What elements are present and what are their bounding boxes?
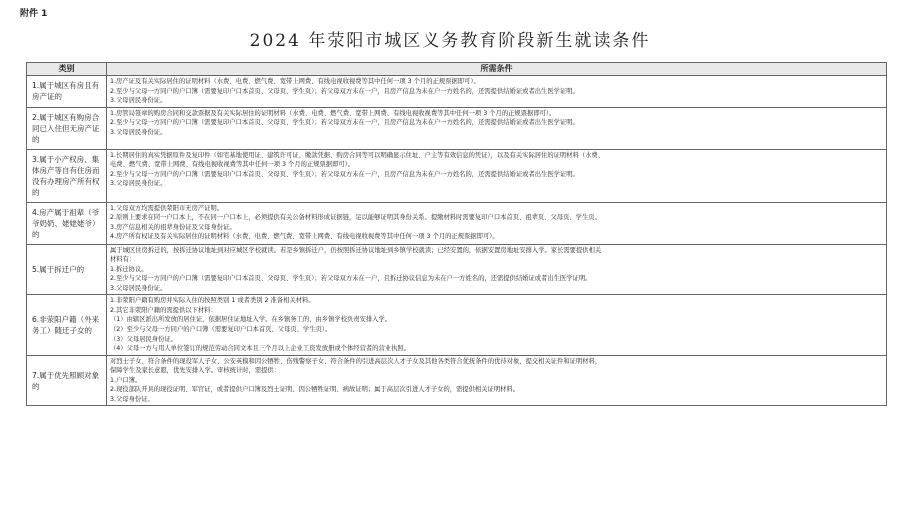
table-row: [27, 355, 887, 406]
category-text: 2.属于城区有购房合同已入住但无房产证的: [32, 112, 100, 144]
condition-line: 3.父母居民身份证。: [110, 128, 167, 136]
category-text: 4.房产属于祖辈（爷爷奶奶、姥姥姥爷）的: [32, 207, 100, 239]
condition-line: 1.户口簿。: [110, 376, 142, 384]
conditions-cell: [107, 107, 887, 149]
condition-line: 3.父母居民身份证。: [110, 284, 167, 292]
category-cell: [27, 149, 107, 202]
condition-line: 3.父母居民身份证。: [110, 180, 167, 188]
document-title: 2024 年荥阳市城区义务教育阶段新生就读条件: [249, 31, 651, 51]
conditions-cell: [107, 76, 887, 108]
condition-line: （2）至少与父母一方同户的户口簿（需要复印户口本首页、父母页、学生页）。: [110, 326, 332, 334]
condition-line: （4）父母一方与用人单位签订的规范劳动合同文本且三个月以上企业工资发放册或个体经营者的营业执照。: [110, 345, 410, 353]
table-row: [27, 76, 887, 108]
condition-line: 3.父母身份证。: [110, 395, 154, 403]
condition-line: 保障学生及家长意愿，优先安排入学。审核统计时，需提供：: [110, 367, 281, 375]
conditions-cell: [107, 149, 887, 202]
category-text: 7.属于优先照顾对象的: [32, 370, 100, 391]
table-body: [27, 76, 887, 406]
condition-line: 2.至少与父母一方同户的户口簿（需要复印户口本首页、父母页、学生页）；若父母双方未在一户，且房产信息为未在户一方姓名的，还需提供结婚证或者出生医学证明。: [110, 170, 579, 178]
category-cell: [27, 76, 107, 108]
attachment-label: 附件 1: [20, 9, 48, 19]
condition-line: 3.父母居民身份证。: [110, 97, 167, 105]
conditions-cell: [107, 202, 887, 244]
condition-line: 属于城区住房拆迁的，按拆迁协议地址到对应城区学校就读。若是乡镇拆迁户，仍按照拆迁协议地址到乡镇学校就读；已经安置的，依据安置房地址安排入学。家长需要提供相关: [110, 246, 602, 254]
header-category: 类别: [27, 63, 107, 76]
condition-line: （1）由辖区派出所发放的居住证，依据居住证地址入学。在乡镇务工的，由乡镇学校负责安排入学。: [110, 316, 392, 324]
table-row: [27, 149, 887, 202]
category-text: 5.属于拆迁户的: [32, 265, 85, 274]
condition-line: 材料有：: [110, 256, 136, 264]
category-cell: [27, 295, 107, 355]
condition-line: 2.至少与父母一方同户的户口簿（需要复印户口本首页、父母页、学生页）；若父母双方未在一户，且房产信息为未在户一方姓名的，还需提供结婚证或者出生医学证明。: [110, 119, 579, 127]
category-text: 6.非荥阳户籍（外来务工）随迁子女的: [32, 315, 100, 336]
category-text: 3.属于小产权房、集体房产等自有住房而没有办理房产所有权的: [32, 154, 100, 197]
condition-line: 2.至少与父母一方同户的户口簿（需要复印户口本首页、父母页、学生页）；若父母双方未在一户，且拆迁协议信息为未在户一方姓名的，还需提供结婚证或者出生医学证明。: [110, 275, 592, 283]
condition-line: 3.房产信息相关的祖辈身份证及父母身份证。: [110, 223, 236, 231]
condition-line: 1.房产证及有关实际居住的证明材料（水费、电费、燃气费、宽带上网费、有线电视收视费等其中任何一项 3 个月的正规票据即可）。: [110, 78, 480, 85]
conditions-table: [26, 62, 887, 406]
category-cell: [27, 355, 107, 406]
condition-line: 2.其它非荥阳户籍的需提供以下材料：: [110, 306, 217, 314]
table-row: [27, 295, 887, 355]
conditions-cell: [107, 295, 887, 355]
condition-line: 2.原则上要求在同一户口本上，不在同一户口本上，必须提供有关公备材料形成证据链，足以能够证明其身份关系。提缴材料时需要复印户口本首页、祖辈页、父母页、学生页。: [110, 214, 601, 222]
conditions-cell: [107, 244, 887, 295]
condition-line: 1.房管局签章的购房合同和交款票据及有关实际居住的证明材料（水费、电费、燃气费、宽带上网费、有线电视收视费等其中任何一项 3 个月的正规票据即可）。: [110, 109, 556, 117]
table-row: [27, 107, 887, 149]
category-cell: [27, 202, 107, 244]
category-cell: [27, 244, 107, 295]
category-cell: [27, 107, 107, 149]
category-text: 1.属于城区有房且有房产证的: [32, 81, 100, 102]
header-conditions: 所需条件: [107, 63, 887, 76]
condition-line: 1.长期居住的真实凭据原件及复印件（如宅基地使用证、建筑许可证、缴款凭据、购房合同等可以明确显示住址、户主等有效信息的凭证），以及有关实际居住的证明材料（水费、: [110, 151, 605, 159]
table-header-row: [27, 63, 887, 76]
condition-line: 1.非荥阳户籍有购房并实际入住的按照类别 1 或者类别 2 准备相关材料。: [110, 297, 315, 305]
condition-line: 4.房产所有权证及有关实际居住的证明材料（水费、电费、燃气费、宽带上网费、有线电视收视费等其中任何一项 3 个月的正规票据即可）。: [110, 233, 499, 241]
conditions-cell: [107, 355, 887, 406]
condition-line: 1.拆迁协议。: [110, 265, 148, 273]
condition-line: 2.至少与父母一方同户的户口簿（需要复印户口本首页、父母页、学生页）；若父母双方未在一户，且房产信息为未在户一方姓名的，还需提供结婚证或者出生医学证明。: [110, 87, 579, 95]
condition-line: 电费、燃气费、宽带上网费、有线电视收视费等其中任何一项 3 个月的正规票据即可）。: [110, 161, 355, 169]
table-row: [27, 244, 887, 295]
table-row: [27, 202, 887, 244]
condition-line: 2.现役部队开具的现役证明、军官证，或者提供户口簿及烈士证明、因公牺牲证明、病故证明；属于高层次引进人才子女的，需提供相关证明材料。: [110, 386, 520, 394]
condition-line: 对烈士子女、符合条件的现役军人子女、公安英模和因公牺牲、伤残警察子女、符合条件的引进高层次人才子女及其他各类符合优抚条件的优待对象，提交相关证件和证明材料，: [110, 357, 602, 365]
condition-line: （3）父母居民身份证。: [110, 335, 177, 343]
condition-line: 1.父母双方均需提供荥阳市无房产证明。: [110, 204, 224, 212]
